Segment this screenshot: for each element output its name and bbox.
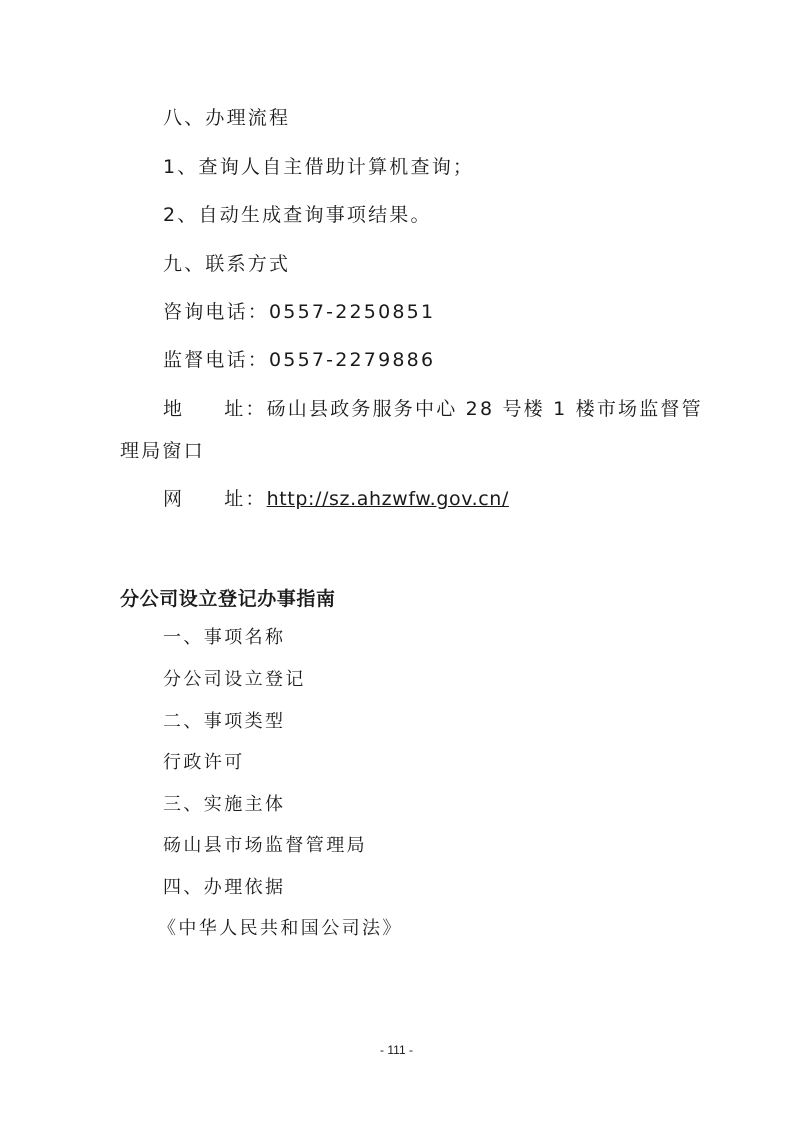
legal-basis: 《中华人民共和国公司法》 (158, 918, 403, 939)
implementer: 砀山县市场监督管理局 (163, 835, 367, 856)
consult-phone: 咨询电话：0557-2250851 (163, 301, 436, 323)
website-link[interactable]: http://sz.ahzwfw.gov.cn/ (266, 488, 509, 510)
implementer-heading: 三、实施主体 (163, 794, 286, 815)
process-heading: 八、办理流程 (163, 107, 291, 129)
item-name-heading: 一、事项名称 (163, 627, 286, 648)
page-number: - 111 - (380, 1043, 413, 1057)
address-label-char-2: 址： (224, 398, 267, 420)
address-continuation: 理局窗口 (120, 440, 205, 462)
website-label-char-1: 网 (163, 488, 185, 510)
item-name: 分公司设立登记 (163, 669, 306, 690)
contact-heading: 九、联系方式 (163, 253, 291, 275)
item-type-heading: 二、事项类型 (163, 711, 286, 732)
address-text: 砀山县政务服务中心 28 号楼 1 楼市场监督管 (266, 398, 703, 420)
address-line (163, 397, 703, 421)
website-label-char-2: 址： (224, 488, 267, 510)
supervise-phone: 监督电话：0557-2279886 (163, 349, 436, 371)
process-step-2: 2、自动生成查询事项结果。 (163, 204, 432, 226)
process-step-1: 1、查询人自主借助计算机查询； (163, 156, 475, 178)
basis-heading: 四、办理依据 (163, 877, 286, 898)
item-type: 行政许可 (163, 752, 245, 773)
website-line (163, 487, 509, 511)
address-label-char-1: 地 (163, 398, 185, 420)
guide-title: 分公司设立登记办事指南 (120, 588, 336, 610)
